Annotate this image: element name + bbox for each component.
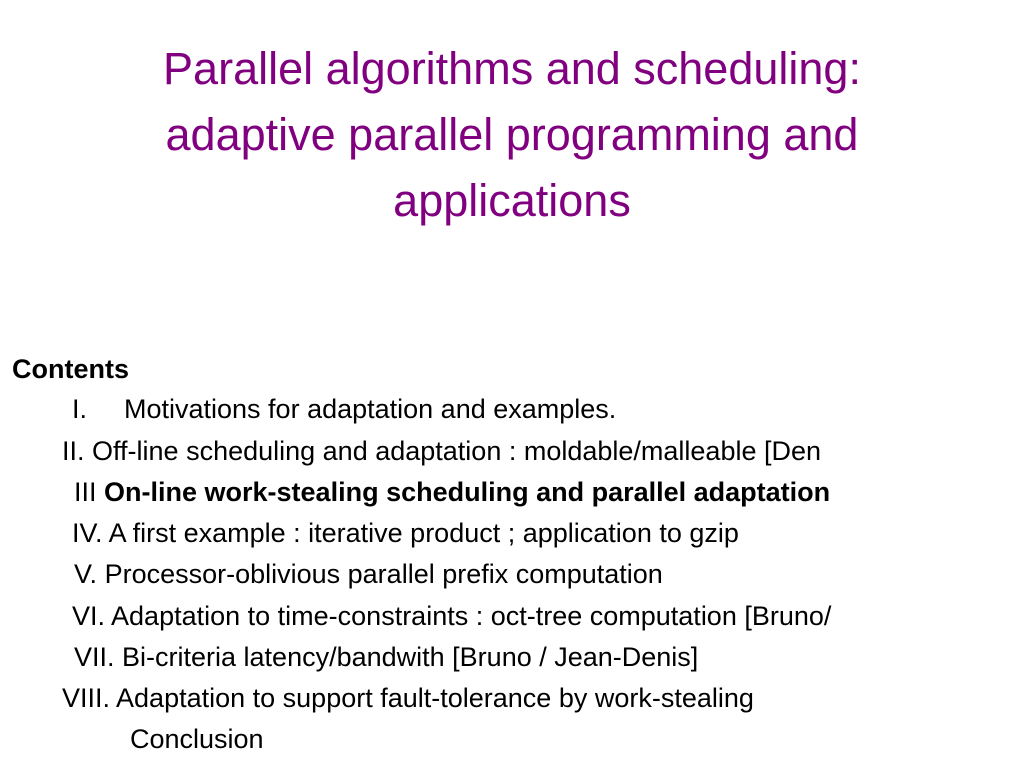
contents-item-5 [74, 554, 663, 594]
contents-item-4 [72, 513, 739, 553]
contents-item-number: VII. [74, 642, 115, 672]
contents-item-text: On-line work-stealing scheduling and parallel adaptation [104, 477, 831, 507]
contents-item-number: VI. [72, 601, 106, 631]
contents-item-text: Bi-criteria latency/bandwith [Bruno / Jean-Denis] [122, 642, 699, 672]
contents-item-6 [72, 596, 831, 636]
contents-heading: Contents [12, 354, 129, 384]
contents-item-text: Motivations for adaptation and examples. [124, 394, 617, 424]
contents-item-number: V. [74, 559, 98, 589]
contents-item-text: Adaptation to support fault-tolerance by work-stealing [116, 683, 754, 713]
contents-item-text: Off-line scheduling and adaptation : moldable/malleable [Den [92, 436, 822, 466]
title-line-2: adaptive parallel programming and [165, 109, 859, 160]
contents-item-number: III [74, 477, 97, 507]
contents-item-1 [72, 389, 616, 429]
title-line-3: applications [393, 175, 631, 226]
contents-item-number: I. [72, 394, 88, 424]
contents-item-conclusion [130, 719, 264, 759]
slide-title [0, 36, 1024, 234]
contents-item-text: Conclusion [130, 724, 264, 754]
contents-item-number: II. [62, 436, 85, 466]
contents-item-7 [74, 637, 698, 677]
contents-item-text: Adaptation to time-constraints : oct-tree computation [Bruno/ [111, 601, 832, 631]
contents-item-text: A first example : iterative product ; application to gzip [108, 518, 739, 548]
contents-item-3 [74, 472, 830, 512]
title-line-1: Parallel algorithms and scheduling: [163, 43, 861, 94]
contents-item-8 [62, 678, 754, 718]
contents-item-text: Processor-oblivious parallel prefix computation [104, 559, 663, 589]
contents-item-number: IV. [72, 518, 103, 548]
contents-item-number: VIII. [62, 683, 111, 713]
contents-item-2 [62, 431, 821, 471]
